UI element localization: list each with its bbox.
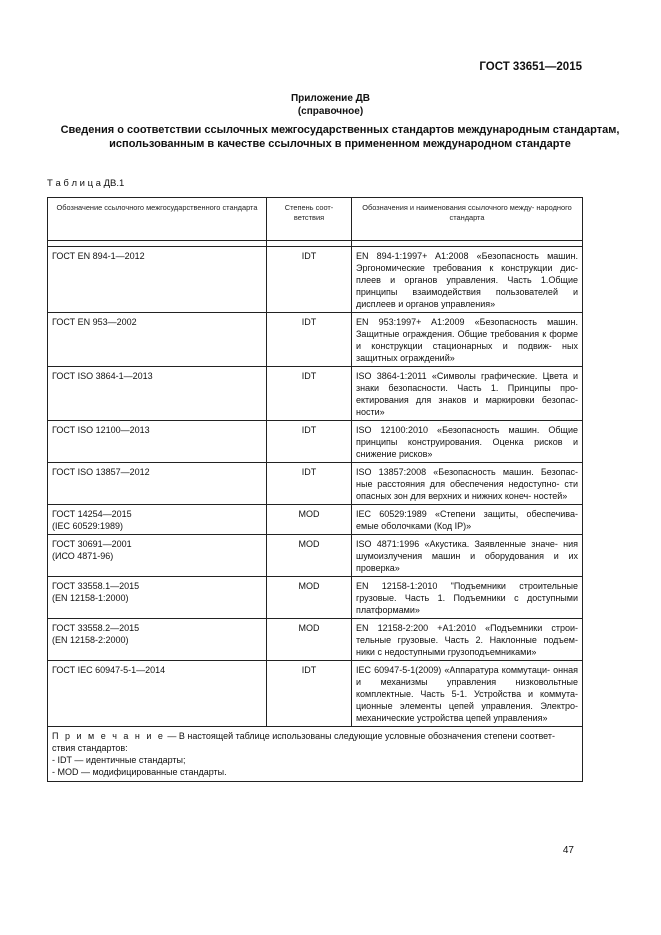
international-standard-cell: IEC 60529:1989 «Степени защиты, обеспечива- емые оболочками (Код IP)» [352, 505, 583, 535]
national-standard-cell: ГОСТ 14254—2015 (IEC 60529:1989) [48, 505, 267, 535]
national-standard-cell: ГОСТ ISO 13857—2012 [48, 463, 267, 505]
note-text: — В настоящей таблице использованы следующие условные обозначения степени соответ- ствия стандартов: [52, 731, 556, 753]
national-standard-cell: ГОСТ ISO 12100—2013 [48, 421, 267, 463]
table-row [48, 505, 583, 535]
degree-cell: IDT [267, 421, 352, 463]
degree-cell: MOD [267, 577, 352, 619]
degree-cell: IDT [267, 247, 352, 313]
international-standard-cell: IEC 60947-5-1(2009) «Аппаратура коммутаци- онная и механизмы управления низковольтные комплектные. Часть 5-1. Устройства и коммута- ционные элементы цепей управления. Электро- механические устройства цепей управления» [352, 661, 583, 727]
note-item-mod: - MOD — модифицированные стандарты. [52, 767, 227, 777]
international-standard-cell: ISO 4871:1996 «Акустика. Заявленные значе- ния шумоизлучения машин и оборудования и их проверка» [352, 535, 583, 577]
table-label: Т а б л и ц а ДВ.1 [47, 178, 125, 189]
international-standard-cell: EN 12158-1:2010 "Подъемники строительные грузовые. Часть 1. Подъемники с доступными платформами» [352, 577, 583, 619]
column-header-degree: Степень соот- ветствия [267, 198, 352, 241]
appendix-heading [0, 92, 661, 118]
national-standard-cell: ГОСТ ISO 3864-1—2013 [48, 367, 267, 421]
degree-cell: MOD [267, 535, 352, 577]
table-body [48, 241, 583, 727]
national-standard-cell: ГОСТ EN 894-1—2012 [48, 247, 267, 313]
table-note [48, 727, 583, 782]
degree-cell: IDT [267, 661, 352, 727]
degree-cell: MOD [267, 619, 352, 661]
international-standard-cell: EN 953:1997+ A1:2009 «Безопасность машин. Защитные ограждения. Общие требования к форме и конструкции стационарных и подвиж- ных защитных ограждений» [352, 313, 583, 367]
table-row [48, 421, 583, 463]
appendix-label: Приложение ДВ [290, 93, 371, 104]
national-standard-cell: ГОСТ 33558.2—2015 (EN 12158-2:2000) [48, 619, 267, 661]
national-standard-cell: ГОСТ IEC 60947-5-1—2014 [48, 661, 267, 727]
column-header-international: Обозначения и наименования ссылочного между- народного стандарта [352, 198, 583, 241]
table-row [48, 313, 583, 367]
national-standard-cell: ГОСТ 30691—2001 (ИСО 4871-96) [48, 535, 267, 577]
degree-cell: IDT [267, 463, 352, 505]
international-standard-cell: ISO 12100:2010 «Безопасность машин. Общие принципы конструирования. Оценка рисков и снижение рисков» [352, 421, 583, 463]
international-standard-cell: ISO 3864-1:2011 «Символы графические. Цвета и знаки безопасности. Часть 1. Принципы про- ектирования для знаков и маркировки безопас- ности» [352, 367, 583, 421]
note-label: П р и м е ч а н и е [52, 731, 165, 741]
table-row [48, 247, 583, 313]
appendix-type: (справочное) [297, 106, 364, 117]
table-row [48, 535, 583, 577]
appendix-title: Сведения о соответствии ссылочных межгосударственных стандартов международным стандартам, использованным в качестве ссылочных в примененном международном стандарте [60, 124, 620, 150]
international-standard-cell: EN 894-1:1997+ A1:2008 «Безопасность машин. Эргономические требования к конструкции дис- плеев и органов управления. Часть 1.Общие принципы взаимодействия пользователей и дисплеев и органов управления» [352, 247, 583, 313]
degree-cell: IDT [267, 367, 352, 421]
table-row [48, 577, 583, 619]
table-row [48, 463, 583, 505]
degree-cell: MOD [267, 505, 352, 535]
international-standard-cell: EN 12158-2:200 +A1:2010 «Подъемники строи- тельные грузовые. Часть 2. Наклонные подъем- ники с недоступными грузоподъемниками» [352, 619, 583, 661]
table-row [48, 619, 583, 661]
page-number: 47 [562, 845, 574, 856]
column-header-national: Обозначение ссылочного межгосударственного стандарта [48, 198, 267, 241]
note-item-idt: - IDT — идентичные стандарты; [52, 755, 186, 765]
international-standard-cell: ISO 13857:2008 «Безопасность машин. Безопас- ные расстояния для обеспечения недоступно- сти опасных зон для верхних и нижних конеч- ностей» [352, 463, 583, 505]
correspondence-table [47, 197, 583, 782]
table-row [48, 367, 583, 421]
national-standard-cell: ГОСТ 33558.1—2015 (EN 12158-1:2000) [48, 577, 267, 619]
degree-cell: IDT [267, 313, 352, 367]
national-standard-cell: ГОСТ EN 953—2002 [48, 313, 267, 367]
table-row [48, 661, 583, 727]
document-code: ГОСТ 33651—2015 [479, 61, 582, 73]
